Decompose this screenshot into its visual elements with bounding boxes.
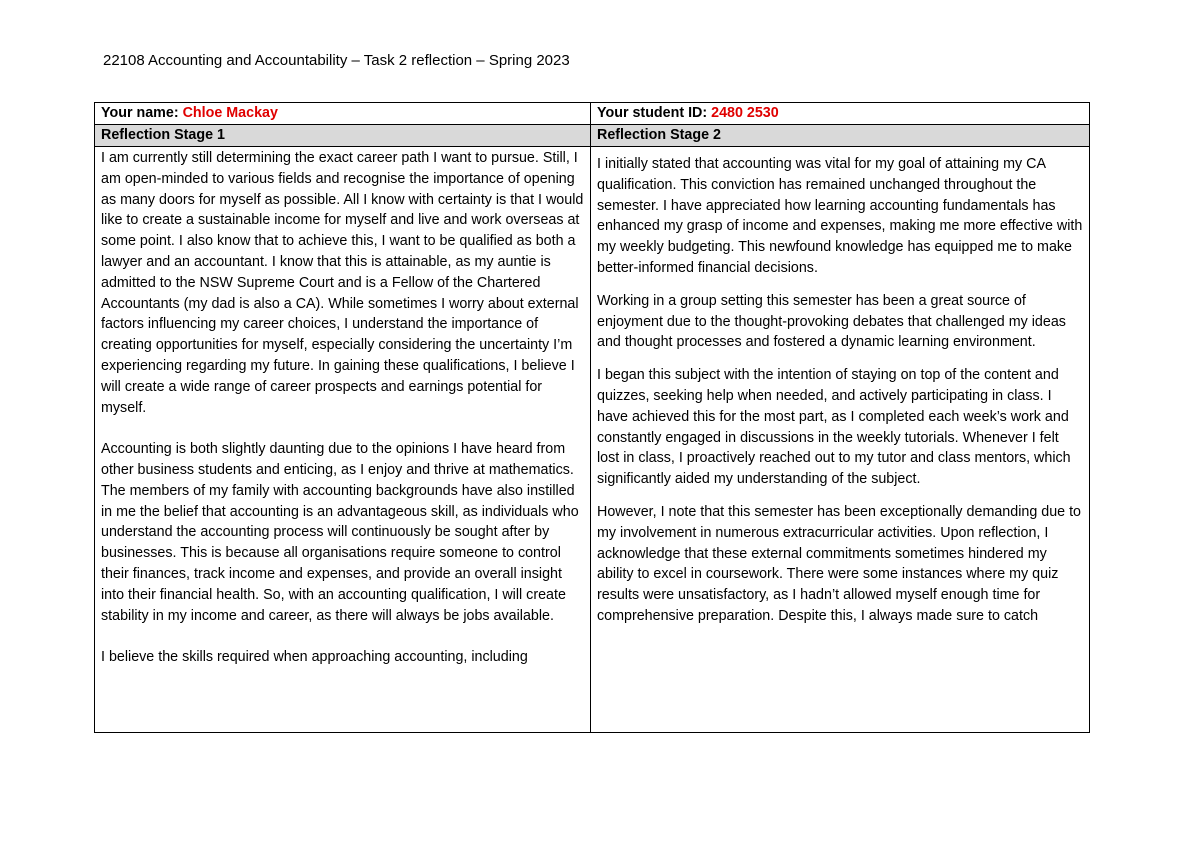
student-info-row xyxy=(95,103,1090,125)
student-name-value: Chloe Mackay xyxy=(182,105,278,121)
stage2-cell xyxy=(591,147,1090,733)
stage1-paragraph: Accounting is both slightly daunting due to the opinions I have heard from other business students and enticing, as I enjoy and thrive at mathematics. The members of my family with accounting backgrounds have also instilled in me the belief that accounting is an advantageous skill, as individuals who understand the accounting process will continuously be sought after by businesses. This is because all organisations require someone to control their finances, track income and expenses, and provide an overall insight into their financial health. So, with an accounting qualification, I will create stability in my income and career, as there will always be jobs available. xyxy=(101,441,579,624)
student-id-label: Your student ID: xyxy=(597,105,708,121)
stage2-content xyxy=(597,148,1083,730)
stage-header-row xyxy=(95,125,1090,147)
reflection-body-row xyxy=(95,147,1090,733)
stage1-header: Reflection Stage 1 xyxy=(95,125,591,147)
stage1-cell xyxy=(95,147,591,733)
stage2-paragraph: I began this subject with the intention of staying on top of the content and quizzes, seeking help when needed, and actively participating in class. I have achieved this for the most part, as I completed each week’s work and constantly engaged in discussions in the weekly tutorials. Whenever I felt lost in class, I proactively reached out to my tutor and class mentors, which significantly aided my understanding of the subject. xyxy=(597,367,1071,488)
stage2-paragraph: However, I note that this semester has been exceptionally demanding due to my involvement in numerous extracurricular activities. Upon reflection, I acknowledge that these external commitments sometimes hindered my ability to excel in coursework. There were some instances where my quiz results were unsatisfactory, as I hadn’t allowed myself enough time for comprehensive preparation. Despite this, I always made sure to catch xyxy=(597,503,1082,624)
stage1-paragraph: I am currently still determining the exact career path I want to pursue. Still, I am open-minded to various fields and recognise the importance of opening as many doors for myself as possible. All I know with certainty is that I would like to create a sustainable income for myself and live and work overseas at some point. I also know that to achieve this, I want to be qualified as both a lawyer and an accountant. I know that this is attainable, as my auntie is admitted to the NSW Supreme Court and is a Fellow of the Chartered Accountants (my dad is also a CA). While sometimes I worry about external factors influencing my career choices, I understand the importance of creating opportunities for myself, especially considering the uncertainty I’m experiencing regarding my future. In gaining these qualifications, I believe I will create a wide range of career prospects and earnings potential for myself. xyxy=(101,150,584,416)
student-name-cell xyxy=(95,103,591,125)
stage1-paragraph: I believe the skills required when approaching accounting, including xyxy=(101,649,528,666)
reflection-table xyxy=(94,102,1090,733)
stage2-paragraph: Working in a group setting this semester has been a great source of enjoyment due to the thought-provoking debates that challenged my ideas and thought processes and fostered a dynamic learning environment. xyxy=(597,292,1066,351)
stage1-content xyxy=(101,148,584,730)
stage2-paragraph: I initially stated that accounting was vital for my goal of attaining my CA qualification. This conviction has remained unchanged throughout the semester. I have appreciated how learning accounting fundamentals has enhanced my grasp of income and expenses, making me more effective with my weekly budgeting. This newfound knowledge has equipped me to make better-informed financial decisions. xyxy=(597,156,1083,276)
student-id-cell xyxy=(591,103,1090,125)
document-title: 22108 Accounting and Accountability – Task 2 reflection – Spring 2023 xyxy=(103,52,570,69)
stage2-header: Reflection Stage 2 xyxy=(591,125,1090,147)
student-name-label: Your name: xyxy=(101,105,179,121)
student-id-value: 2480 2530 xyxy=(711,105,779,121)
